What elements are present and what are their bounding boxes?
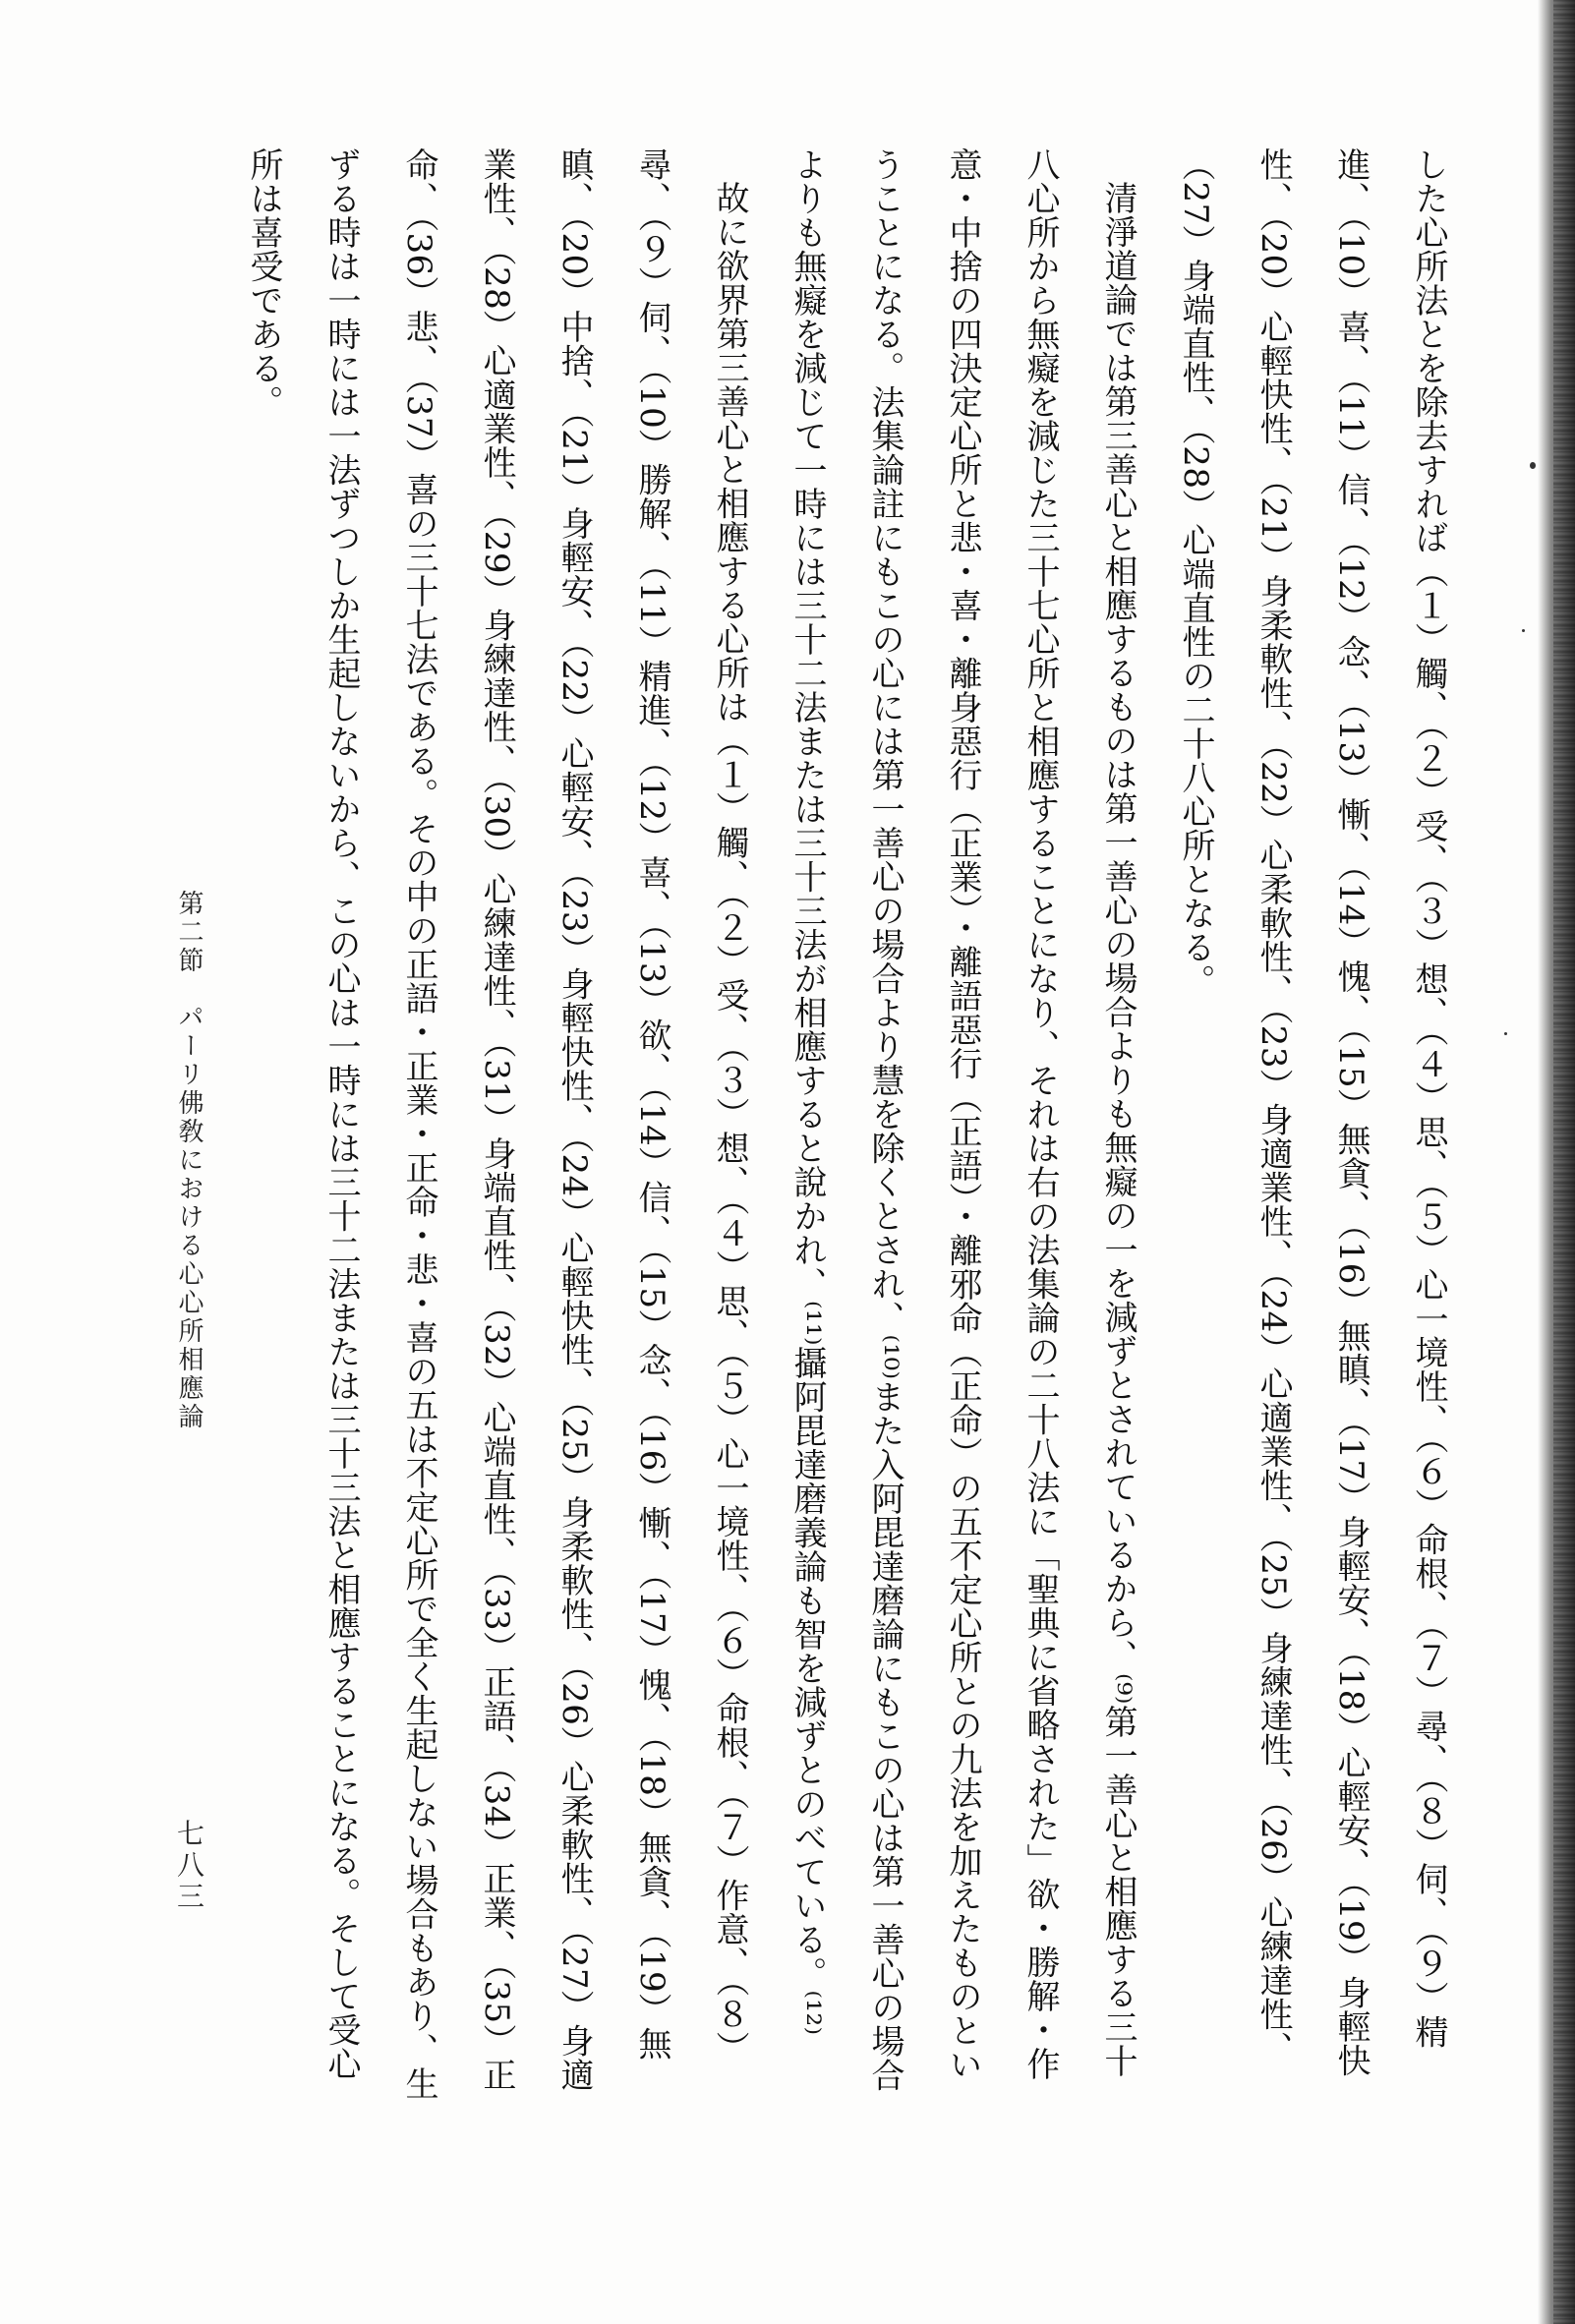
scan-speck (1522, 629, 1525, 632)
scan-speck (1504, 1032, 1507, 1035)
paragraph-3: 故に欲界第三善心と相應する心所は（１）觸、（２）受、（３）想、（４）思、（５）心一境性、（６）命根、（７）作意、（８）尋、（９）伺、（10）勝解、（11）精進、（12）喜、（13）欲、（14）信、（15）念、（16）慚、（17）愧、（18）無貪、（19）無瞋、（20）中捨、（21）身輕安、（22）心輕安、（23）身輕快性、（24）心輕快性、（25）身柔軟性、（26）心柔軟性、（27）身適業性、（28）心適業性、（29）身練達性、（30）心練達性、（31）身端直性、（32）心端直性、（33）正語、（34）正業、（35）正命、（36）悲、（37）喜の三十七法である。その中の正語・正業・正命・悲・喜の五は不定心所で全く生起しない場合もあり、生ずる時は一時には一法ずつしか生起しないから、この心は一時には三十二法または三十三法と相應することになる。そして受心所は喜受である。 (244, 147, 749, 2101)
paragraph-1: した心所法とを除去すれば（１）觸、（２）受、（３）想、（４）思、（５）心一境性、（６）命根、（７）尋、（８）伺、（９）精進、（10）喜、（11）信、（12）念、（13）慚、（14）愧、（15）無貪、（16）無瞋、（17）身輕安、（18）心輕安、（19）身輕快性、（20）心輕快性、（21）身柔軟性、（22）心柔軟性、（23）身適業性、（24）心適業性、（25）身練達性、（26）心練達性、（27）身端直性、（28）心端直性の二十八心所となる。 (1176, 147, 1448, 2078)
page-number: 七八三 (173, 1819, 205, 1913)
body-text (224, 147, 1467, 2104)
scan-edge-noise (1553, 0, 1575, 2324)
paragraph-2: 清淨道論では第三善心と相應するものは第一善心の場合よりも無癡の一を減ずとされているから、⁽⁹⁾第一善心と相應する三十八心所から無癡を減じた三十七心所と相應することになり、それは右の法集論の二十八法に「聖典に省略された」欲・勝解・作意・中捨の四決定心所と悲・喜・離身惡行（正業）・離語惡行（正語）・離邪命（正命）の五不定心所との九法を加えたものということになる。法集論註にもこの心には第一善心の場合より慧を除くとされ、⁽¹⁰⁾また入阿毘達磨論にもこの心は第一善心の場合よりも無癡を減じて一時には三十二法または三十三法が相應すると說かれ、⁽¹¹⁾攝阿毘達磨義論も智を減ずとのべている。⁽¹²⁾ (788, 147, 1138, 2092)
running-head: 第二節 パーリ佛敎における心心所相應論 (174, 890, 204, 1431)
scan-speck (1530, 462, 1536, 469)
